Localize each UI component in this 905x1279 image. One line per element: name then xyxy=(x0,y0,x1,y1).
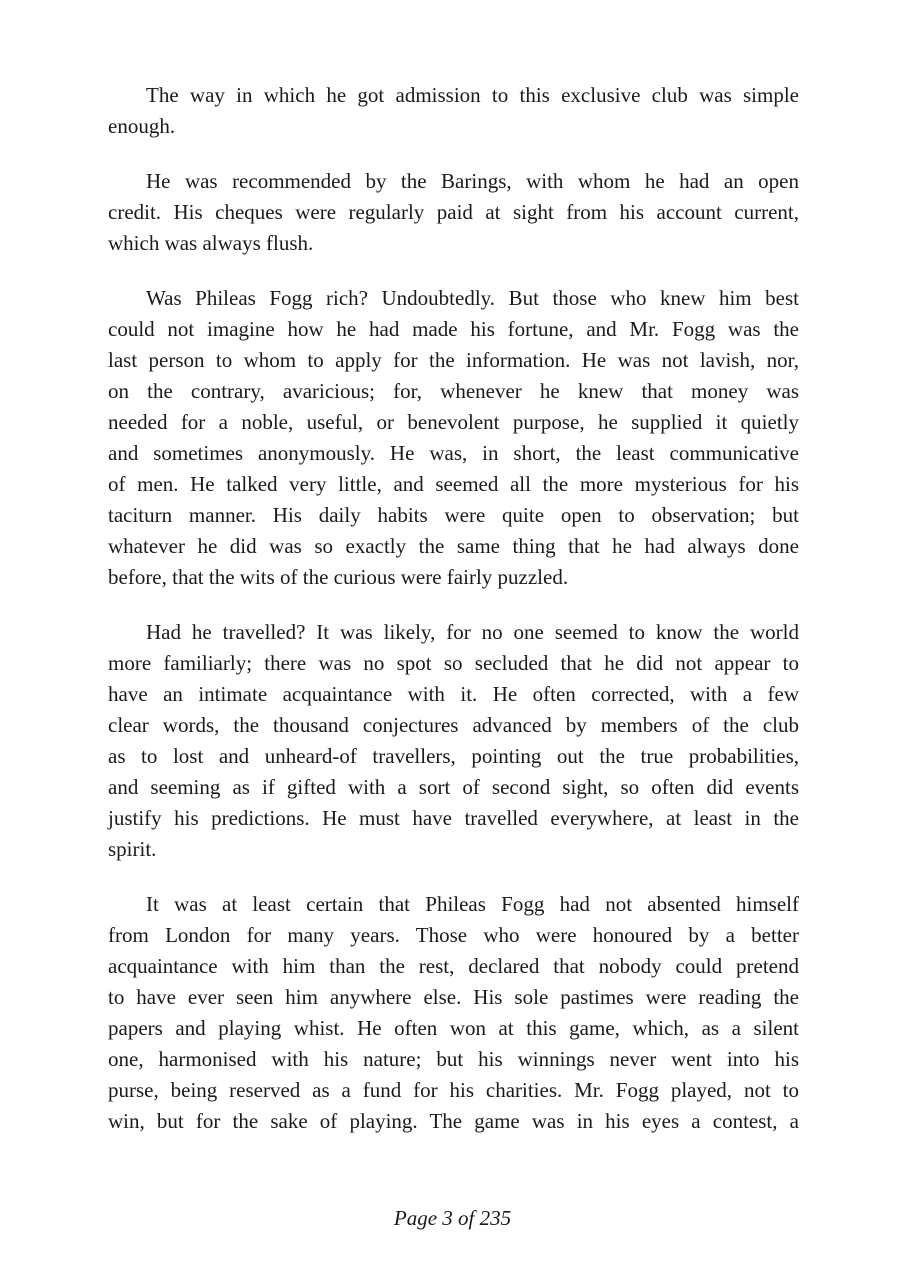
paragraph xyxy=(108,889,799,1137)
text-line: could not imagine how he had made his fortune, and Mr. Fogg was the xyxy=(108,317,799,341)
text-line: win, but for the sake of playing. The game was in his eyes a contest, a xyxy=(108,1109,799,1133)
text-line: before, that the wits of the curious were fairly puzzled. xyxy=(108,565,569,589)
text-line: last person to whom to apply for the information. He was not lavish, nor, xyxy=(108,348,799,372)
text-line: on the contrary, avaricious; for, whenever he knew that money was xyxy=(108,379,799,403)
text-line: and seeming as if gifted with a sort of second sight, so often did events xyxy=(108,775,799,799)
text-line: which was always flush. xyxy=(108,231,314,255)
text-line: papers and playing whist. He often won at this game, which, as a silent xyxy=(108,1016,799,1040)
text-line: more familiarly; there was no spot so secluded that he did not appear to xyxy=(108,651,799,675)
text-line: It was at least certain that Phileas Fogg had not absented himself xyxy=(146,892,799,916)
text-line: one, harmonised with his nature; but his winnings never went into his xyxy=(108,1047,799,1071)
text-line: from London for many years. Those who were honoured by a better xyxy=(108,923,799,947)
text-line: whatever he did was so exactly the same thing that he had always done xyxy=(108,534,799,558)
text-line: as to lost and unheard-of travellers, pointing out the true probabilities, xyxy=(108,744,799,768)
text-line: and sometimes anonymously. He was, in short, the least communicative xyxy=(108,441,799,465)
text-line: have an intimate acquaintance with it. He often corrected, with a few xyxy=(108,682,799,706)
document-body xyxy=(108,80,799,1161)
page-number: Page 3 of 235 xyxy=(393,1206,512,1230)
text-line: justify his predictions. He must have travelled everywhere, at least in the xyxy=(108,806,799,830)
text-line: spirit. xyxy=(108,837,157,861)
paragraph xyxy=(108,283,799,593)
text-line: clear words, the thousand conjectures advanced by members of the club xyxy=(108,713,799,737)
paragraph xyxy=(108,166,799,259)
paragraph xyxy=(108,80,799,142)
text-line: of men. He talked very little, and seemed all the more mysterious for his xyxy=(108,472,799,496)
text-line: acquaintance with him than the rest, declared that nobody could pretend xyxy=(108,954,799,978)
text-line: He was recommended by the Barings, with whom he had an open xyxy=(146,169,799,193)
text-line: taciturn manner. His daily habits were quite open to observation; but xyxy=(108,503,799,527)
text-line: Had he travelled? It was likely, for no one seemed to know the world xyxy=(146,620,799,644)
text-line: The way in which he got admission to this exclusive club was simple xyxy=(146,83,799,107)
text-line: purse, being reserved as a fund for his charities. Mr. Fogg played, not to xyxy=(108,1078,799,1102)
text-line: Was Phileas Fogg rich? Undoubtedly. But those who knew him best xyxy=(146,286,799,310)
text-line: to have ever seen him anywhere else. His sole pastimes were reading the xyxy=(108,985,799,1009)
text-line: credit. His cheques were regularly paid at sight from his account current, xyxy=(108,200,799,224)
text-line: needed for a noble, useful, or benevolent purpose, he supplied it quietly xyxy=(108,410,799,434)
paragraph xyxy=(108,617,799,865)
text-line: enough. xyxy=(108,114,176,138)
